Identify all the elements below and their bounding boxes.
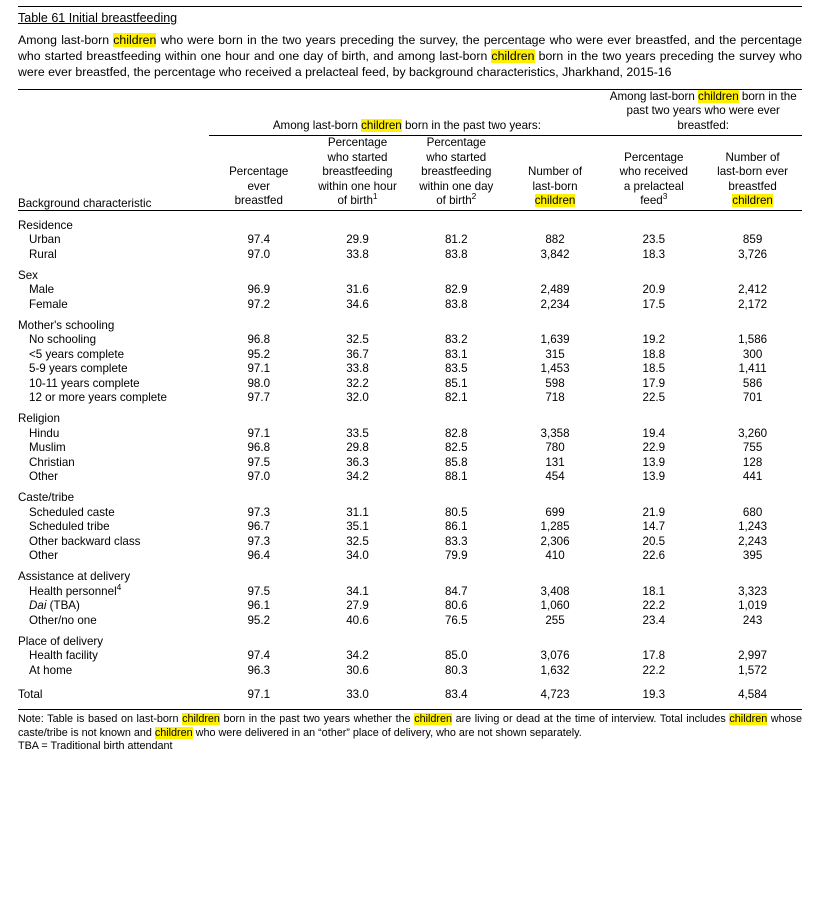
section-spacer xyxy=(604,404,703,425)
cell-value: 96.7 xyxy=(247,520,271,534)
section-spacer xyxy=(604,210,703,232)
row-label: Health personnel$^4$ xyxy=(29,581,122,598)
section-title: Mother's schooling xyxy=(18,318,115,332)
cell-value: 83.2 xyxy=(444,333,468,347)
highlight-children: children xyxy=(534,194,576,208)
cell-value: 1,285 xyxy=(540,520,570,534)
section-spacer xyxy=(506,562,605,583)
cell-value: 80.6 xyxy=(444,599,468,613)
cell-value: 2,489 xyxy=(540,283,570,297)
cell-value: 3,076 xyxy=(540,649,570,663)
highlight-children: children xyxy=(182,712,220,725)
row-label: Scheduled tribe xyxy=(29,520,110,534)
row-label: 12 or more years complete xyxy=(29,391,167,405)
stub-header: Background characteristic xyxy=(18,136,209,210)
section-title: Assistance at delivery xyxy=(18,570,131,584)
cell-value: 13.9 xyxy=(642,470,666,484)
row-label: Male xyxy=(29,283,55,297)
cell-value: 4,584 xyxy=(738,687,768,701)
row-label: Hindu xyxy=(29,426,60,440)
column-header-2: Percentage who started breastfeeding within one day of birth$^2$ xyxy=(407,136,506,210)
cell-value: 97.1 xyxy=(247,687,271,701)
cell-value: 586 xyxy=(742,376,763,390)
table-row xyxy=(18,361,802,376)
cell-value: 1,639 xyxy=(540,333,570,347)
span-header-group-1: Among last-born children born in the past two years: xyxy=(209,89,604,135)
total-row xyxy=(18,677,802,701)
cell-value: 97.0 xyxy=(247,247,271,261)
row-label: Urban xyxy=(29,233,61,247)
section-spacer xyxy=(604,627,703,648)
cell-value: 680 xyxy=(742,505,763,519)
section-spacer xyxy=(209,311,308,332)
section-header-row xyxy=(18,562,802,583)
cell-value: 34.2 xyxy=(346,470,369,484)
cell-value: 29.9 xyxy=(346,233,369,247)
cell-value: 2,172 xyxy=(738,297,768,311)
cell-value: 315 xyxy=(545,347,565,361)
section-spacer xyxy=(604,261,703,282)
cell-value: 83.8 xyxy=(444,247,468,261)
cell-value: 23.4 xyxy=(642,613,666,627)
cell-value: 36.7 xyxy=(346,347,369,361)
cell-value: 3,260 xyxy=(738,426,768,440)
cell-value: 97.1 xyxy=(247,362,271,376)
cell-value: 32.5 xyxy=(346,333,369,347)
cell-value: 699 xyxy=(545,505,565,519)
table-row xyxy=(18,504,802,519)
cell-value: 27.9 xyxy=(346,599,369,613)
table-row xyxy=(18,469,802,484)
cell-value: 21.9 xyxy=(642,505,666,519)
table-row xyxy=(18,425,802,440)
cell-value: 29.8 xyxy=(346,441,369,455)
section-spacer xyxy=(407,404,506,425)
cell-value: 32.0 xyxy=(346,391,369,405)
table-row xyxy=(18,648,802,663)
cell-value: 1,411 xyxy=(738,362,767,376)
cell-value: 82.8 xyxy=(444,426,468,440)
section-spacer xyxy=(407,562,506,583)
cell-value: 2,412 xyxy=(738,283,768,297)
column-header-4: Percentage who received a prelacteal feed$^3$ xyxy=(604,136,703,210)
cell-value: 2,243 xyxy=(738,534,768,548)
cell-value: 83.1 xyxy=(444,347,468,361)
section-spacer xyxy=(506,261,605,282)
cell-value: 97.7 xyxy=(247,391,271,405)
section-spacer xyxy=(703,562,802,583)
cell-value: 34.1 xyxy=(346,584,369,598)
section-spacer xyxy=(209,627,308,648)
table-row xyxy=(18,390,802,405)
table-row xyxy=(18,346,802,361)
row-label: Muslim xyxy=(29,441,66,455)
cell-value: 79.9 xyxy=(444,549,468,563)
table-row xyxy=(18,612,802,627)
cell-value: 128 xyxy=(742,455,763,469)
cell-value: 22.5 xyxy=(642,391,666,405)
row-label: Other backward class xyxy=(29,534,141,548)
table-row xyxy=(18,598,802,613)
cell-value: 701 xyxy=(742,391,763,405)
cell-value: 1,632 xyxy=(540,663,570,677)
cell-value: 718 xyxy=(545,391,565,405)
cell-value: 300 xyxy=(742,347,763,361)
table-row xyxy=(18,454,802,469)
section-header-row xyxy=(18,483,802,504)
row-label: No schooling xyxy=(29,333,97,347)
cell-value: 30.6 xyxy=(346,663,369,677)
table-row xyxy=(18,282,802,297)
cell-value: 88.1 xyxy=(444,470,468,484)
cell-value: 80.3 xyxy=(444,663,468,677)
cell-value: 598 xyxy=(545,376,565,390)
cell-value: 96.4 xyxy=(247,549,271,563)
section-title: Caste/tribe xyxy=(18,491,75,505)
section-spacer xyxy=(703,404,802,425)
table-body xyxy=(18,210,802,701)
highlight-children: children xyxy=(698,89,739,103)
cell-value: 22.2 xyxy=(642,599,666,613)
cell-value: 17.8 xyxy=(642,649,666,663)
section-spacer xyxy=(308,261,407,282)
cell-value: 1,060 xyxy=(540,599,570,613)
section-spacer xyxy=(308,483,407,504)
cell-value: 82.1 xyxy=(444,391,468,405)
cell-value: 96.9 xyxy=(247,283,271,297)
document-page xyxy=(0,6,820,898)
cell-value: 97.0 xyxy=(247,470,271,484)
cell-value: 882 xyxy=(545,233,565,247)
row-label: Other xyxy=(29,470,58,484)
table-row xyxy=(18,533,802,548)
cell-value: 97.5 xyxy=(247,584,271,598)
cell-value: 410 xyxy=(545,549,565,563)
cell-value: 2,306 xyxy=(540,534,570,548)
row-label: Health facility xyxy=(29,649,98,663)
section-spacer xyxy=(209,404,308,425)
cell-value: 22.9 xyxy=(642,441,666,455)
cell-value: 34.6 xyxy=(346,297,369,311)
cell-value: 97.5 xyxy=(247,455,271,469)
section-spacer xyxy=(703,483,802,504)
cell-value: 82.9 xyxy=(444,283,468,297)
span-header-row xyxy=(18,89,802,135)
cell-value: 96.8 xyxy=(247,333,271,347)
note-line-2: TBA = Traditional birth attendant xyxy=(18,740,173,753)
span-header-stub xyxy=(18,89,209,135)
section-spacer xyxy=(506,311,605,332)
cell-value: 18.1 xyxy=(642,584,666,598)
section-spacer xyxy=(308,311,407,332)
cell-value: 18.3 xyxy=(642,247,666,261)
table-subtitle: Among last-born children who were born in the two years preceding the survey, the percentage who were ever breastfed, and the percentage who started breastfeeding within one hour and one day of birth, and among last-born children born in the two years preceding the survey who were ever breastfed, the percentage who received a prelacteal feed, by background characteristics, Jharkhand, 2015-16 xyxy=(18,33,802,79)
cell-value: 22.2 xyxy=(642,663,666,677)
section-spacer xyxy=(506,483,605,504)
cell-value: 1,019 xyxy=(738,599,768,613)
cell-value: 1,243 xyxy=(738,520,768,534)
highlight-children: children xyxy=(361,118,402,132)
cell-value: 97.4 xyxy=(247,649,271,663)
section-spacer xyxy=(308,404,407,425)
cell-value: 19.2 xyxy=(642,333,666,347)
row-label: Other xyxy=(29,549,58,563)
cell-value: 85.1 xyxy=(444,376,468,390)
section-header-row xyxy=(18,404,802,425)
section-spacer xyxy=(604,483,703,504)
column-header-3: Number of last-born children xyxy=(506,136,605,210)
cell-value: 86.1 xyxy=(444,520,468,534)
cell-value: 19.4 xyxy=(642,426,666,440)
cell-value: 20.5 xyxy=(642,534,666,548)
cell-value: 32.2 xyxy=(346,376,369,390)
section-header-row xyxy=(18,311,802,332)
section-spacer xyxy=(703,311,802,332)
cell-value: 82.5 xyxy=(444,441,468,455)
highlight-children: children xyxy=(154,726,193,739)
section-spacer xyxy=(506,627,605,648)
table-head xyxy=(18,89,802,210)
highlight-children: children xyxy=(729,712,768,725)
cell-value: 22.6 xyxy=(642,549,666,563)
cell-value: 3,323 xyxy=(738,584,768,598)
table-row xyxy=(18,232,802,247)
cell-value: 33.8 xyxy=(346,247,369,261)
cell-value: 34.2 xyxy=(346,649,369,663)
note-line-1: Note: Table is based on last-born children born in the past two years whether the children are living or dead at the time of interview. Total includes children whose caste/tribe is not known and children who were delivered in an “other” place of delivery, who are not shown separately. xyxy=(18,712,802,739)
cell-value: 33.0 xyxy=(346,687,369,701)
cell-value: 18.8 xyxy=(642,347,666,361)
cell-value: 97.4 xyxy=(247,233,271,247)
cell-value: 95.2 xyxy=(247,347,271,361)
section-spacer xyxy=(604,562,703,583)
cell-value: 17.9 xyxy=(642,376,666,390)
table-row xyxy=(18,583,802,598)
cell-value: 98.0 xyxy=(247,376,271,390)
cell-value: 859 xyxy=(742,233,763,247)
cell-value: 96.3 xyxy=(247,663,271,677)
cell-value: 96.8 xyxy=(247,441,271,455)
cell-value: 18.5 xyxy=(642,362,666,376)
cell-value: 83.8 xyxy=(444,297,468,311)
section-header-row xyxy=(18,261,802,282)
cell-value: 441 xyxy=(742,470,763,484)
row-label: At home xyxy=(29,663,73,677)
cell-value: 780 xyxy=(545,441,565,455)
cell-value: 96.1 xyxy=(247,599,271,613)
cell-value: 36.3 xyxy=(346,455,369,469)
row-label: Other/no one xyxy=(29,613,97,627)
cell-value: 3,408 xyxy=(540,584,570,598)
section-spacer xyxy=(407,483,506,504)
table-row xyxy=(18,662,802,677)
cell-value: 4,723 xyxy=(540,687,570,701)
highlight-children: children xyxy=(113,33,157,47)
section-spacer xyxy=(604,311,703,332)
cell-value: 243 xyxy=(742,613,763,627)
cell-value: 32.5 xyxy=(346,534,369,548)
section-spacer xyxy=(407,210,506,232)
section-spacer xyxy=(703,627,802,648)
section-title: Sex xyxy=(18,268,38,282)
cell-value: 131 xyxy=(545,455,565,469)
cell-value: 83.5 xyxy=(444,362,468,376)
cell-value: 255 xyxy=(545,613,565,627)
cell-value: 83.4 xyxy=(444,687,468,701)
cell-value: 395 xyxy=(742,549,763,563)
row-label: Scheduled caste xyxy=(29,505,115,519)
table-note xyxy=(18,709,802,754)
table-row xyxy=(18,296,802,311)
row-label: 10-11 years complete xyxy=(29,376,140,390)
cell-value: 35.1 xyxy=(346,520,369,534)
cell-value: 20.9 xyxy=(642,283,666,297)
section-spacer xyxy=(506,210,605,232)
cell-value: 97.1 xyxy=(247,426,271,440)
total-label: Total xyxy=(18,687,43,701)
column-header-5: Number of last-born ever breastfed children xyxy=(703,136,802,210)
section-spacer xyxy=(407,627,506,648)
section-title: Residence xyxy=(18,218,73,232)
row-label: 5-9 years complete xyxy=(29,362,128,376)
cell-value: 34.0 xyxy=(346,549,369,563)
row-label: Rural xyxy=(29,247,57,261)
cell-value: 83.3 xyxy=(444,534,468,548)
cell-value: 3,358 xyxy=(540,426,570,440)
section-spacer xyxy=(209,210,308,232)
row-label: Female xyxy=(29,297,68,311)
highlight-children: children xyxy=(491,48,535,63)
section-spacer xyxy=(209,562,308,583)
column-header-1: Percentage who started breastfeeding within one hour of birth$^1$ xyxy=(308,136,407,210)
cell-value: 33.5 xyxy=(346,426,369,440)
section-header-row xyxy=(18,210,802,232)
row-label: <5 years complete xyxy=(29,347,125,361)
cell-value: 97.2 xyxy=(247,297,271,311)
cell-value: 454 xyxy=(545,470,565,484)
cell-value: 85.0 xyxy=(444,649,468,663)
section-spacer xyxy=(703,261,802,282)
cell-value: 1,572 xyxy=(738,663,768,677)
cell-value: 84.7 xyxy=(444,584,468,598)
section-spacer xyxy=(209,483,308,504)
section-title: Place of delivery xyxy=(18,634,104,648)
cell-value: 2,234 xyxy=(540,297,570,311)
cell-value: 1,586 xyxy=(738,333,768,347)
table-row xyxy=(18,548,802,563)
span-header-group-2: Among last-born children born in the past two years who were ever breastfed: xyxy=(604,89,802,135)
cell-value: 76.5 xyxy=(444,613,468,627)
cell-value: 23.5 xyxy=(642,233,666,247)
cell-value: 17.5 xyxy=(642,297,666,311)
cell-value: 3,726 xyxy=(738,247,768,261)
section-spacer xyxy=(407,311,506,332)
cell-value: 31.1 xyxy=(346,505,369,519)
table-row xyxy=(18,440,802,455)
table-title: Table 61 Initial breastfeeding xyxy=(18,11,178,25)
section-spacer xyxy=(703,210,802,232)
top-rule xyxy=(18,6,802,7)
section-spacer xyxy=(506,404,605,425)
cell-value: 97.3 xyxy=(247,534,271,548)
highlight-children: children xyxy=(732,194,773,208)
table-row xyxy=(18,332,802,347)
section-spacer xyxy=(308,210,407,232)
highlight-children: children xyxy=(414,712,452,725)
cell-value: 97.3 xyxy=(247,505,271,519)
row-label: Christian xyxy=(29,455,75,469)
section-header-row xyxy=(18,627,802,648)
column-header-0: Percentage ever breastfed xyxy=(209,136,308,210)
cell-value: 40.6 xyxy=(346,613,369,627)
cell-value: 85.8 xyxy=(444,455,468,469)
cell-value: 2,997 xyxy=(738,649,768,663)
section-spacer xyxy=(308,562,407,583)
cell-value: 755 xyxy=(742,441,763,455)
cell-value: 19.3 xyxy=(642,687,666,701)
section-spacer xyxy=(209,261,308,282)
column-header-row xyxy=(18,136,802,210)
section-title: Religion xyxy=(18,412,60,426)
cell-value: 13.9 xyxy=(642,455,666,469)
breastfeeding-table xyxy=(18,89,802,701)
row-label: Dai (TBA) xyxy=(29,599,80,613)
cell-value: 80.5 xyxy=(444,505,468,519)
section-spacer xyxy=(407,261,506,282)
cell-value: 1,453 xyxy=(540,362,570,376)
cell-value: 14.7 xyxy=(642,520,666,534)
cell-value: 31.6 xyxy=(346,283,369,297)
section-spacer xyxy=(308,627,407,648)
cell-value: 3,842 xyxy=(540,247,570,261)
cell-value: 81.2 xyxy=(444,233,468,247)
table-row xyxy=(18,246,802,261)
cell-value: 95.2 xyxy=(247,613,271,627)
table-row xyxy=(18,375,802,390)
cell-value: 33.8 xyxy=(346,362,369,376)
table-row xyxy=(18,519,802,534)
